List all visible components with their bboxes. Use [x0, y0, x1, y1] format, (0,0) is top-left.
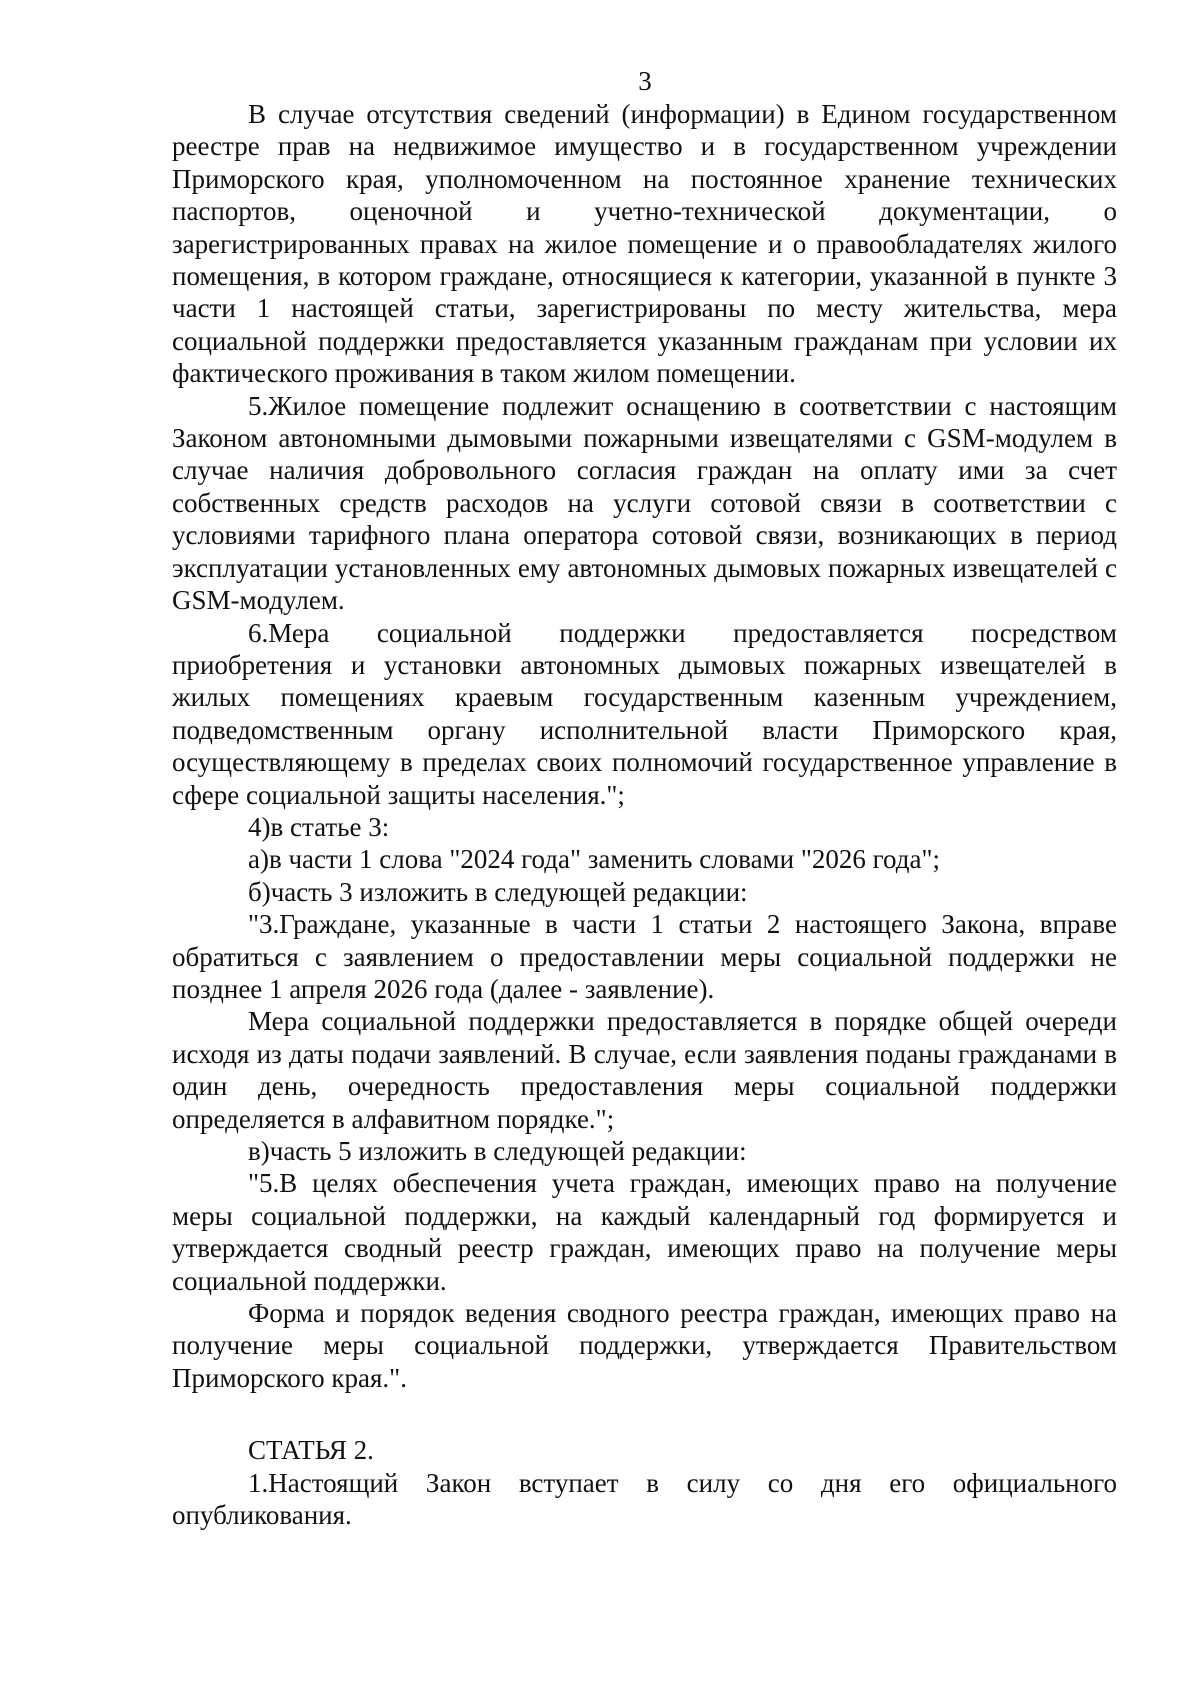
paragraph-item-6-measure: 6.Мера социальной поддержки предоставляется посредством приобретения и установки автономных дымовых пожарных извещателей в жилых помещениях краевым государственным казенным учреждением, подведомственным органу исполнительной власти Приморского края, осуществляющему в пределах своих полномочий государственное управление в сфере социальной защиты населения.";	[172, 617, 1117, 810]
document-body	[172, 98, 1117, 1531]
page-number: 3	[638, 66, 652, 96]
paragraph-registry-form: Форма и порядок ведения сводного реестра граждан, имеющих право на получение меры социальной поддержки, утверждается Правительством Приморского края.".	[172, 1298, 1117, 1393]
paragraph-registry-absence: В случае отсутствия сведений (информации) в Едином государственном реестре прав на недвижимое имущество и в государственном учреждении Приморского края, уполномоченном на постоянное хранение технических паспортов, оценочной и учетно-технической документации, о зарегистрированных правах на жилое помещение и о правообладателях жилого помещения, в котором граждане, относящиеся к категории, указанной в пункте 3 части 1 настоящей статьи, зарегистрированы по месту жительства, мера социальной поддержки предоставляется указанным гражданам при условии их фактического проживания в таком жилом помещении.	[172, 99, 1117, 389]
paragraph-queue-order: Мера социальной поддержки предоставляется в порядке общей очереди исходя из даты подачи заявлений. В случае, если заявления поданы гражданами в один день, очередность предоставления меры социальной поддержки определяется в алфавитном порядке.";	[172, 1006, 1117, 1134]
article-2-paragraph-1: 1.Настоящий Закон вступает в силу со дня его официального опубликования.	[172, 1467, 1117, 1531]
paragraph-amend-article-3: 4)в статье 3:	[248, 811, 390, 842]
paragraph-item-5-gsm: 5.Жилое помещение подлежит оснащению в соответствии с настоящим Законом автономными дымовыми пожарными извещателями с GSM-модулем в случае наличия добровольного согласия граждан на оплату ими за счет собственных средств расходов на услуги сотовой связи в соответствии с условиями тарифного плана оператора сотовой связи, возникающих в период эксплуатации установленных ему автономных дымовых пожарных извещателей с GSM-модулем.	[172, 390, 1117, 616]
article-2-heading: СТАТЬЯ 2.	[248, 1435, 374, 1466]
paragraph-subitem-v: в)часть 5 изложить в следующей редакции:	[248, 1136, 747, 1166]
paragraph-part-3-text: "3.Граждане, указанные в части 1 статьи 2 настоящего Закона, вправе обратиться с заявлением о предоставлении меры социальной поддержки не позднее 1 апреля 2026 года (далее - заявление).	[172, 909, 1117, 1004]
section-gap	[172, 1394, 1117, 1434]
paragraph-part-5-text: "5.В целях обеспечения учета граждан, имеющих право на получение меры социальной поддержки, на каждый календарный год формируется и утверждается сводный реестр граждан, имеющих право на получение меры социальной поддержки.	[172, 1168, 1117, 1296]
paragraph-subitem-b: б)часть 3 изложить в следующей редакции:	[248, 876, 748, 907]
paragraph-subitem-a: а)в части 1 слова "2024 года" заменить словами "2026 года";	[248, 844, 940, 875]
